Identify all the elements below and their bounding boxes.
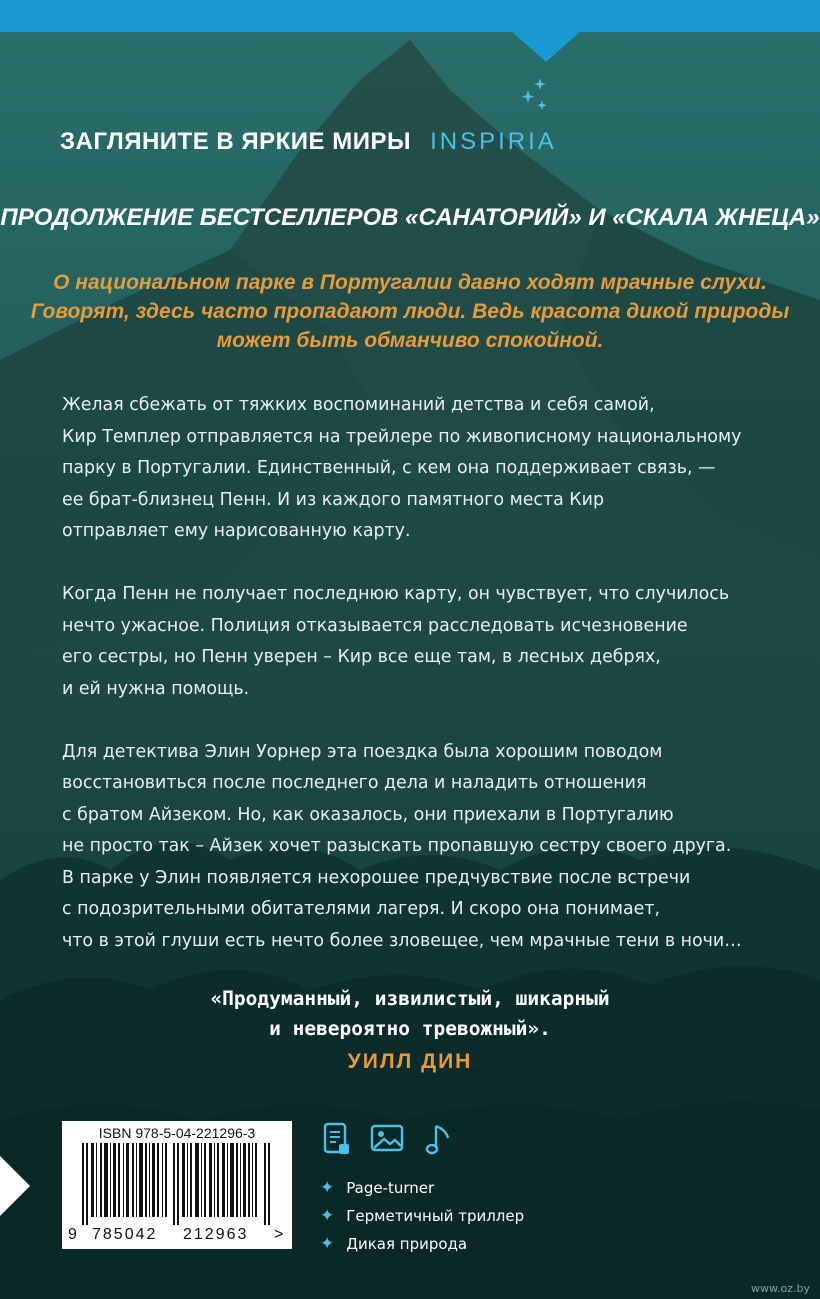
- quote-line: «Продуманный, извилистый, шикарный: [210, 987, 610, 1010]
- blurb-line: парку в Португалии. Единственный, с кем она поддерживает связь, —: [62, 458, 716, 478]
- blurb-line: В парке у Элин появляется нехорошее предчувствие после встречи: [62, 867, 691, 888]
- image-icon: [370, 1122, 406, 1156]
- barcode-digit-lead: 9: [68, 1226, 77, 1243]
- lead-line: Говорят, здесь часто пропадают люди. Ведь красота дикой природы: [30, 300, 790, 323]
- blurb-paragraph: [62, 579, 782, 705]
- series-banner: [60, 128, 557, 156]
- blurb-line: отправляет ему нарисованную карту.: [62, 521, 411, 541]
- feature-item: [320, 1234, 467, 1254]
- watermark: www.oz.by: [751, 1282, 810, 1295]
- blurb-line: и ей нужна помощь.: [62, 678, 250, 699]
- sequel-headline: ПРОДОЛЖЕНИЕ БЕСТСЕЛЛЕРОВ «САНАТОРИЙ» И «СКАЛА ЖНЕЦА»: [0, 204, 820, 231]
- star-bullet-icon: ✦: [320, 1234, 335, 1254]
- isbn-text: ISBN 978-5-04-221296-3: [98, 1125, 256, 1141]
- feature-item: [320, 1206, 524, 1226]
- left-white-arrow: [0, 1156, 30, 1216]
- barcode-digit-group: 785042: [92, 1226, 158, 1243]
- music-note-icon: [424, 1122, 454, 1158]
- blurb-line: что в этой глуши есть нечто более зловещее, чем мрачные тени в ночи…: [62, 930, 742, 951]
- ebook-icon: [322, 1122, 352, 1156]
- lead-teaser: [30, 268, 790, 355]
- barcode-digit-end: >: [274, 1226, 284, 1243]
- series-tagline: ЗАГЛЯНИТЕ В ЯРКИЕ МИРЫ: [60, 128, 411, 155]
- blurb-line: Когда Пенн не получает последнюю карту, он чувствует, что случилось: [62, 584, 730, 604]
- star-bullet-icon: ✦: [320, 1206, 335, 1226]
- feature-label: Дикая природа: [346, 1235, 468, 1253]
- blurb-paragraph: [62, 737, 782, 958]
- blurb-line: нечто ужасное. Полиция отказывается расследовать исчезновение: [62, 615, 688, 636]
- barcode-bars: [82, 1143, 272, 1225]
- blurb-line: Для детектива Элин Уорнер эта поездка была хорошим поводом: [62, 741, 663, 762]
- blurb-line: с подозрительными обитателями лагеря. И скоро она понимает,: [62, 899, 661, 919]
- lead-line: О национальном парке в Португалии давно ходят мрачные слухи.: [53, 271, 767, 294]
- barcode-digit-group: 212963: [183, 1226, 249, 1243]
- series-brand-logo: INSPIRIA: [430, 128, 557, 155]
- blurb-line: ее брат-близнец Пенн. И из каждого памятного места Кир: [62, 489, 604, 510]
- barcode-panel: [62, 1121, 292, 1249]
- star-bullet-icon: ✦: [320, 1178, 335, 1198]
- top-accent-bar: [0, 0, 820, 32]
- feature-item: [320, 1178, 434, 1198]
- feature-label: Page-turner: [346, 1179, 435, 1197]
- blurb-line: с братом Айзеком. Но, как оказалось, они приехали в Португалию: [62, 804, 674, 825]
- blurb-paragraph: [62, 390, 782, 548]
- sparkle-stars-icon: [520, 76, 550, 116]
- top-accent-notch: [510, 30, 582, 62]
- feature-label: Герметичный триллер: [346, 1207, 525, 1225]
- blurb-line: восстановиться после последнего дела и наладить отношения: [62, 773, 647, 793]
- blurb-line: не просто так – Айзек хочет разыскать пропавшую сестру своего друга.: [62, 836, 732, 856]
- blurb-line: Кир Темплер отправляется на трейлере по живописному национальному: [62, 426, 742, 447]
- blurb-body: [62, 390, 782, 989]
- review-quote: [0, 984, 820, 1044]
- blurb-line: Желая сбежать от тяжких воспоминаний детства и себя самой,: [62, 395, 655, 415]
- quote-line: и невероятно тревожный».: [269, 1017, 551, 1040]
- lead-line: может быть обманчиво спокойной.: [216, 329, 604, 352]
- blurb-line: его сестры, но Пенн уверен – Кир все еще там, в лесных дебрях,: [62, 647, 661, 667]
- quote-author: УИЛЛ ДИН: [347, 1050, 473, 1073]
